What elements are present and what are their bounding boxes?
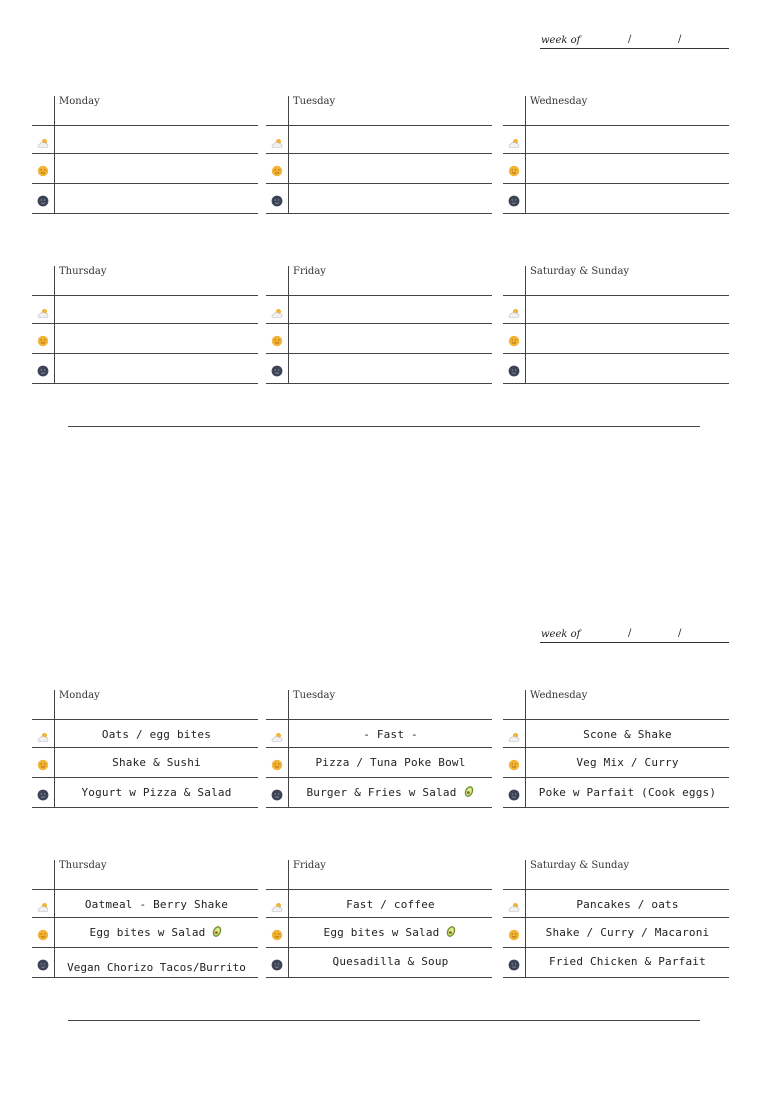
day-block-wednesday bbox=[503, 96, 729, 214]
meal-entry bbox=[526, 184, 729, 213]
filled-meal-plan-sheet bbox=[0, 594, 768, 1106]
cloud-sun-icon bbox=[271, 304, 283, 316]
meal-row-lunch bbox=[503, 153, 729, 182]
cloud-sun-icon bbox=[37, 898, 49, 910]
sun-face-icon bbox=[271, 332, 283, 344]
day-title: Thursday bbox=[59, 266, 107, 277]
meal-entry bbox=[55, 918, 258, 946]
moon-icon bbox=[508, 956, 520, 968]
meal-entry bbox=[526, 126, 729, 154]
meal-row-breakfast bbox=[32, 295, 258, 324]
cloud-sun-icon bbox=[37, 304, 49, 316]
cloud-sun-icon bbox=[37, 728, 49, 740]
meal-entry: Oatmeal - Berry Shake bbox=[84, 897, 229, 911]
moon-icon bbox=[37, 362, 49, 374]
meal-entry: Veg Mix / Curry bbox=[576, 755, 679, 769]
cloud-sun-icon bbox=[37, 134, 49, 146]
sun-face-icon bbox=[271, 756, 283, 768]
meal-entry-text: Egg bites w Salad bbox=[89, 925, 206, 939]
cloud-sun-icon bbox=[508, 728, 520, 740]
meal-row-dinner bbox=[266, 947, 492, 978]
day-title: Friday bbox=[293, 860, 326, 871]
meal-entry: Quesadilla & Soup bbox=[332, 955, 449, 968]
meal-entry bbox=[289, 354, 492, 383]
day-block-thursday bbox=[32, 860, 258, 978]
meal-row-lunch bbox=[32, 153, 258, 182]
meal-row-breakfast bbox=[503, 125, 729, 154]
meal-row-dinner bbox=[266, 183, 492, 214]
meal-row-dinner bbox=[503, 183, 729, 214]
meal-row-dinner bbox=[266, 353, 492, 384]
meal-entry: Shake / Curry / Macaroni bbox=[545, 925, 710, 939]
cloud-sun-icon bbox=[271, 898, 283, 910]
avocado-icon bbox=[463, 784, 475, 801]
week-of-field bbox=[540, 34, 729, 49]
day-title: Wednesday bbox=[530, 690, 588, 701]
meal-row-breakfast bbox=[266, 125, 492, 154]
week-of-separator: / bbox=[678, 628, 682, 639]
meal-entry: Poke w Parfait (Cook eggs) bbox=[538, 786, 717, 799]
sun-face-icon bbox=[37, 332, 49, 344]
sun-face-icon bbox=[508, 756, 520, 768]
meal-row-lunch bbox=[266, 917, 492, 946]
moon-icon bbox=[508, 786, 520, 798]
meal-row-breakfast bbox=[32, 889, 258, 918]
meal-row-lunch bbox=[503, 323, 729, 352]
meal-row-lunch bbox=[266, 747, 492, 776]
meal-entry bbox=[526, 296, 729, 324]
day-block-weekend bbox=[503, 266, 729, 384]
meal-entry bbox=[289, 184, 492, 213]
meal-row-lunch bbox=[32, 917, 258, 946]
cloud-sun-icon bbox=[271, 134, 283, 146]
day-block-weekend bbox=[503, 860, 729, 978]
cloud-sun-icon bbox=[508, 898, 520, 910]
meal-entry: Vegan Chorizo Tacos/Burrito bbox=[67, 961, 246, 974]
meal-row-lunch bbox=[32, 747, 258, 776]
week-of-field bbox=[540, 628, 729, 643]
cloud-sun-icon bbox=[271, 728, 283, 740]
meal-entry: Scone & Shake bbox=[583, 727, 672, 741]
meal-entry: - Fast - bbox=[363, 727, 418, 741]
meal-row-dinner bbox=[266, 777, 492, 808]
meal-row-breakfast bbox=[266, 719, 492, 748]
day-block-tuesday bbox=[266, 690, 492, 808]
meal-row-lunch bbox=[503, 747, 729, 776]
avocado-icon bbox=[445, 924, 457, 941]
meal-entry bbox=[289, 154, 492, 182]
meal-entry bbox=[55, 126, 258, 154]
moon-icon bbox=[271, 362, 283, 374]
sun-face-icon bbox=[508, 162, 520, 174]
meal-entry bbox=[289, 778, 492, 807]
meal-entry bbox=[289, 296, 492, 324]
meal-row-lunch bbox=[266, 153, 492, 182]
meal-row-dinner bbox=[32, 777, 258, 808]
meal-entry bbox=[526, 324, 729, 352]
sun-face-icon bbox=[37, 756, 49, 768]
meal-row-dinner bbox=[32, 947, 258, 978]
sheet-divider bbox=[68, 426, 700, 427]
moon-icon bbox=[37, 956, 49, 968]
week-of-label: week of bbox=[541, 629, 581, 640]
moon-icon bbox=[37, 192, 49, 204]
day-title: Friday bbox=[293, 266, 326, 277]
day-block-monday bbox=[32, 690, 258, 808]
meal-entry bbox=[526, 154, 729, 182]
meal-row-breakfast bbox=[32, 125, 258, 154]
meal-row-breakfast bbox=[266, 295, 492, 324]
day-title: Tuesday bbox=[293, 690, 336, 701]
day-block-friday bbox=[266, 266, 492, 384]
meal-entry bbox=[55, 354, 258, 383]
meal-entry: Yogurt w Pizza & Salad bbox=[81, 786, 232, 799]
meal-entry bbox=[55, 296, 258, 324]
cloud-sun-icon bbox=[508, 134, 520, 146]
meal-entry: Fried Chicken & Parfait bbox=[549, 955, 706, 968]
day-title: Thursday bbox=[59, 860, 107, 871]
day-title: Wednesday bbox=[530, 96, 588, 107]
week-of-separator: / bbox=[628, 34, 632, 45]
cloud-sun-icon bbox=[508, 304, 520, 316]
moon-icon bbox=[271, 956, 283, 968]
sun-face-icon bbox=[508, 332, 520, 344]
sun-face-icon bbox=[37, 162, 49, 174]
meal-entry: Shake & Sushi bbox=[112, 755, 201, 769]
meal-entry bbox=[289, 126, 492, 154]
meal-row-dinner bbox=[503, 777, 729, 808]
meal-row-lunch bbox=[32, 323, 258, 352]
day-block-thursday bbox=[32, 266, 258, 384]
meal-entry-text: Burger & Fries w Salad bbox=[306, 786, 457, 799]
meal-entry-text: Egg bites w Salad bbox=[323, 925, 440, 939]
meal-entry bbox=[526, 354, 729, 383]
moon-icon bbox=[271, 192, 283, 204]
moon-icon bbox=[508, 192, 520, 204]
day-title: Monday bbox=[59, 690, 100, 701]
meal-row-lunch bbox=[266, 323, 492, 352]
meal-row-breakfast bbox=[266, 889, 492, 918]
meal-entry bbox=[289, 918, 492, 946]
day-title: Saturday & Sunday bbox=[530, 266, 630, 277]
meal-row-breakfast bbox=[503, 889, 729, 918]
meal-row-breakfast bbox=[503, 295, 729, 324]
week-of-separator: / bbox=[678, 34, 682, 45]
meal-entry: Pancakes / oats bbox=[576, 897, 679, 911]
week-of-label: week of bbox=[541, 35, 581, 46]
meal-row-dinner bbox=[32, 183, 258, 214]
meal-entry bbox=[289, 324, 492, 352]
sheet-divider bbox=[68, 1020, 700, 1021]
moon-icon bbox=[37, 786, 49, 798]
avocado-icon bbox=[211, 924, 223, 941]
sun-face-icon bbox=[271, 162, 283, 174]
meal-entry bbox=[55, 154, 258, 182]
day-block-wednesday bbox=[503, 690, 729, 808]
meal-entry: Pizza / Tuna Poke Bowl bbox=[315, 755, 466, 769]
sun-face-icon bbox=[271, 926, 283, 938]
day-title: Tuesday bbox=[293, 96, 336, 107]
day-block-friday bbox=[266, 860, 492, 978]
moon-icon bbox=[271, 786, 283, 798]
day-title: Monday bbox=[59, 96, 100, 107]
meal-row-lunch bbox=[503, 917, 729, 946]
day-title: Saturday & Sunday bbox=[530, 860, 630, 871]
day-block-tuesday bbox=[266, 96, 492, 214]
moon-icon bbox=[508, 362, 520, 374]
meal-entry: Fast / coffee bbox=[346, 897, 435, 911]
meal-row-dinner bbox=[32, 353, 258, 384]
meal-entry bbox=[55, 184, 258, 213]
meal-row-breakfast bbox=[503, 719, 729, 748]
blank-meal-plan-sheet bbox=[0, 0, 768, 512]
sun-face-icon bbox=[37, 926, 49, 938]
sun-face-icon bbox=[508, 926, 520, 938]
week-of-separator: / bbox=[628, 628, 632, 639]
meal-row-dinner bbox=[503, 353, 729, 384]
day-block-monday bbox=[32, 96, 258, 214]
meal-entry bbox=[55, 324, 258, 352]
meal-row-dinner bbox=[503, 947, 729, 978]
meal-entry: Oats / egg bites bbox=[101, 727, 212, 741]
meal-row-breakfast bbox=[32, 719, 258, 748]
